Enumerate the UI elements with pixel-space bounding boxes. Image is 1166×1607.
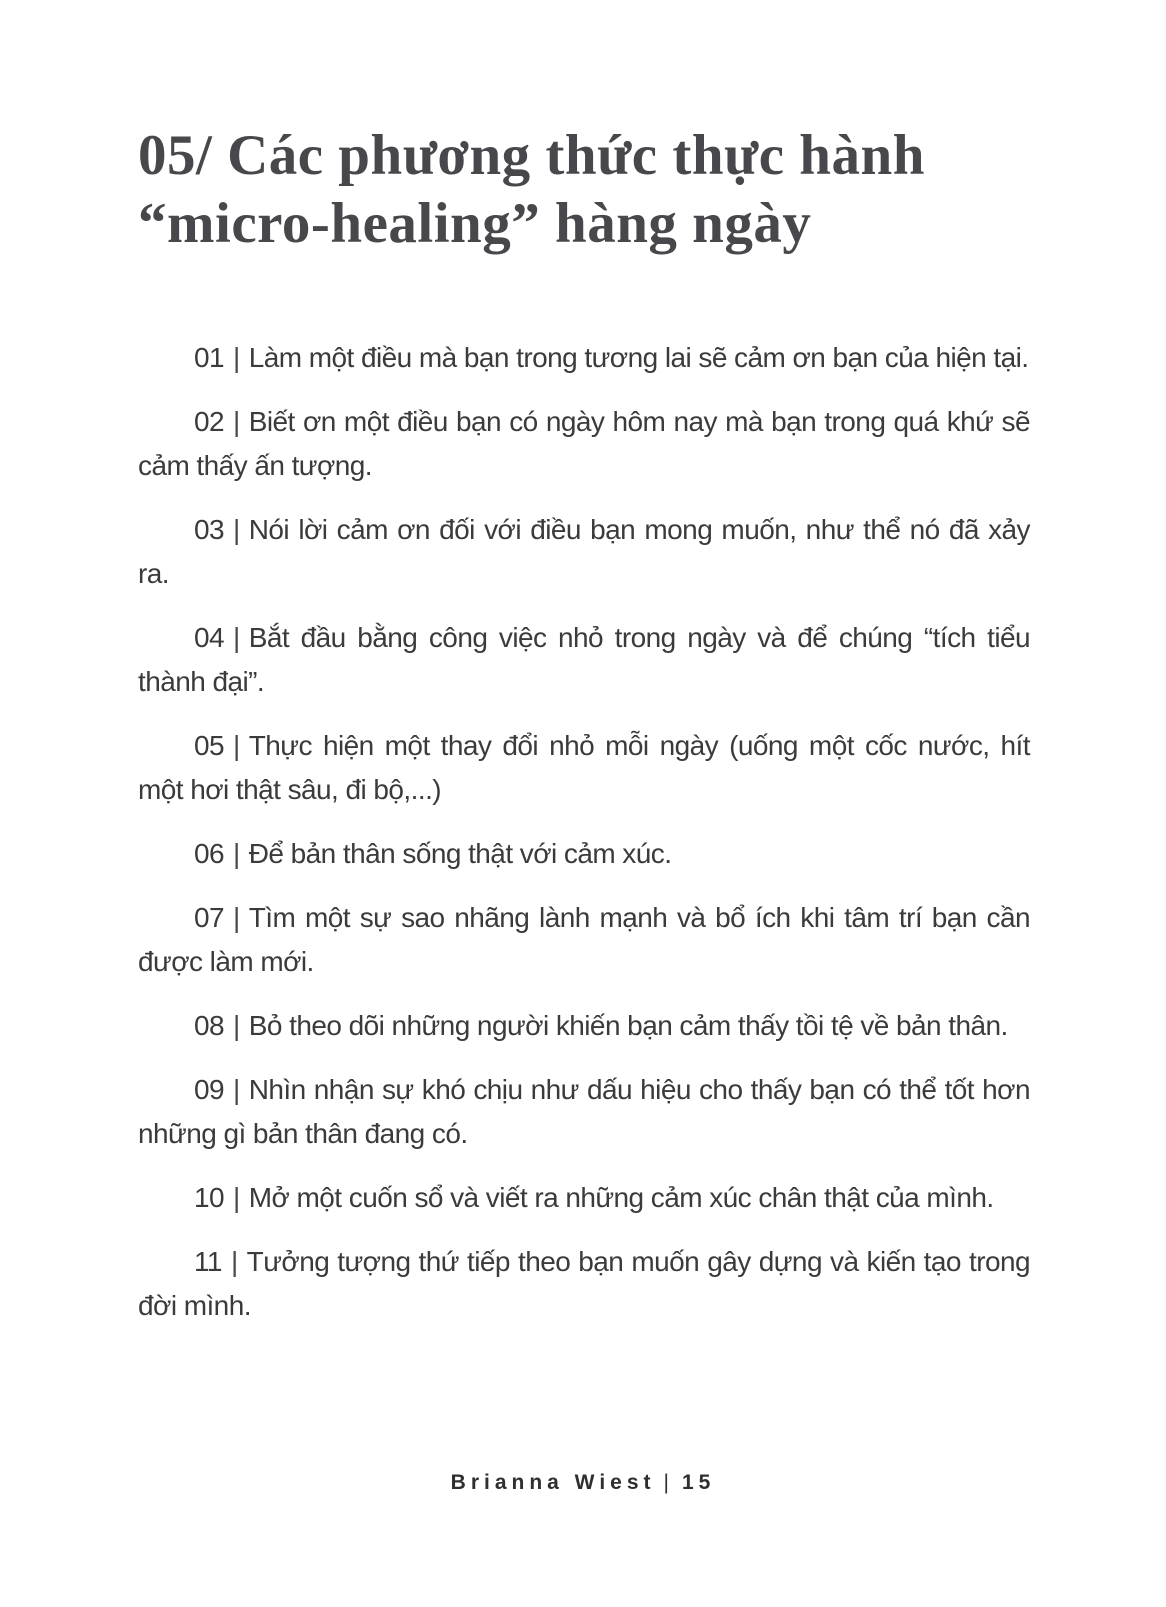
micro-healing-list (138, 336, 1030, 1328)
item-number: 02 (194, 406, 225, 437)
item-separator: | (233, 622, 240, 653)
item-text: Nhìn nhận sự khó chịu như dấu hiệu cho thấy bạn có thể tốt hơn những gì bản thân đang có. (138, 1074, 1030, 1149)
item-text: Biết ơn một điều bạn có ngày hôm nay mà bạn trong quá khứ sẽ cảm thấy ấn tượng. (138, 406, 1030, 481)
list-item (138, 896, 1030, 984)
item-number: 04 (194, 622, 225, 653)
item-number: 05 (194, 730, 225, 761)
footer-separator: | (663, 1471, 674, 1494)
list-item (138, 1240, 1030, 1328)
list-item (138, 1176, 1030, 1220)
list-item (138, 1004, 1030, 1048)
item-text: Bắt đầu bằng công việc nhỏ trong ngày và để chúng “tích tiểu thành đại”. (138, 622, 1030, 697)
chapter-title-line-1: 05/ Các phương thức thực hành (138, 124, 925, 187)
item-text: Mở một cuốn sổ và viết ra những cảm xúc chân thật của mình. (248, 1182, 994, 1213)
item-number: 09 (194, 1074, 225, 1105)
item-separator: | (230, 1246, 238, 1277)
item-number: 08 (194, 1010, 225, 1041)
list-item (138, 336, 1030, 380)
item-number: 06 (194, 838, 225, 869)
list-item (138, 508, 1030, 596)
item-text: Bỏ theo dõi những người khiến bạn cảm thấy tồi tệ về bản thân. (248, 1010, 1008, 1041)
item-number: 01 (194, 342, 225, 373)
item-separator: | (233, 902, 240, 933)
page-footer (0, 1471, 1166, 1495)
footer-page-number: 15 (681, 1471, 716, 1494)
item-separator: | (233, 730, 240, 761)
item-separator: | (233, 1182, 240, 1213)
item-separator: | (233, 514, 240, 545)
item-text: Tưởng tượng thứ tiếp theo bạn muốn gây dựng và kiến tạo trong đời mình. (138, 1246, 1030, 1321)
item-separator: | (233, 1010, 240, 1041)
list-item (138, 1068, 1030, 1156)
item-text: Tìm một sự sao nhãng lành mạnh và bổ ích khi tâm trí bạn cần được làm mới. (138, 902, 1030, 977)
item-separator: | (233, 1074, 240, 1105)
list-item (138, 832, 1030, 876)
item-number: 07 (194, 902, 225, 933)
list-item (138, 616, 1030, 704)
list-item (138, 400, 1030, 488)
item-text: Để bản thân sống thật với cảm xúc. (248, 838, 672, 869)
item-separator: | (233, 342, 240, 373)
item-text: Nói lời cảm ơn đối với điều bạn mong muốn, như thể nó đã xảy ra. (138, 514, 1030, 589)
item-separator: | (233, 838, 240, 869)
item-text: Thực hiện một thay đổi nhỏ mỗi ngày (uống một cốc nước, hít một hơi thật sâu, đi bộ,...) (138, 730, 1030, 805)
item-text: Làm một điều mà bạn trong tương lai sẽ cảm ơn bạn của hiện tại. (248, 342, 1029, 373)
footer-author: Brianna Wiest (450, 1471, 656, 1494)
list-item (138, 724, 1030, 812)
chapter-title-line-2: “micro-healing” hàng ngày (138, 192, 812, 255)
item-separator: | (233, 406, 240, 437)
item-number: 10 (194, 1182, 225, 1213)
item-number: 03 (194, 514, 225, 545)
chapter-title (138, 122, 1030, 258)
item-number: 11 (194, 1246, 222, 1277)
